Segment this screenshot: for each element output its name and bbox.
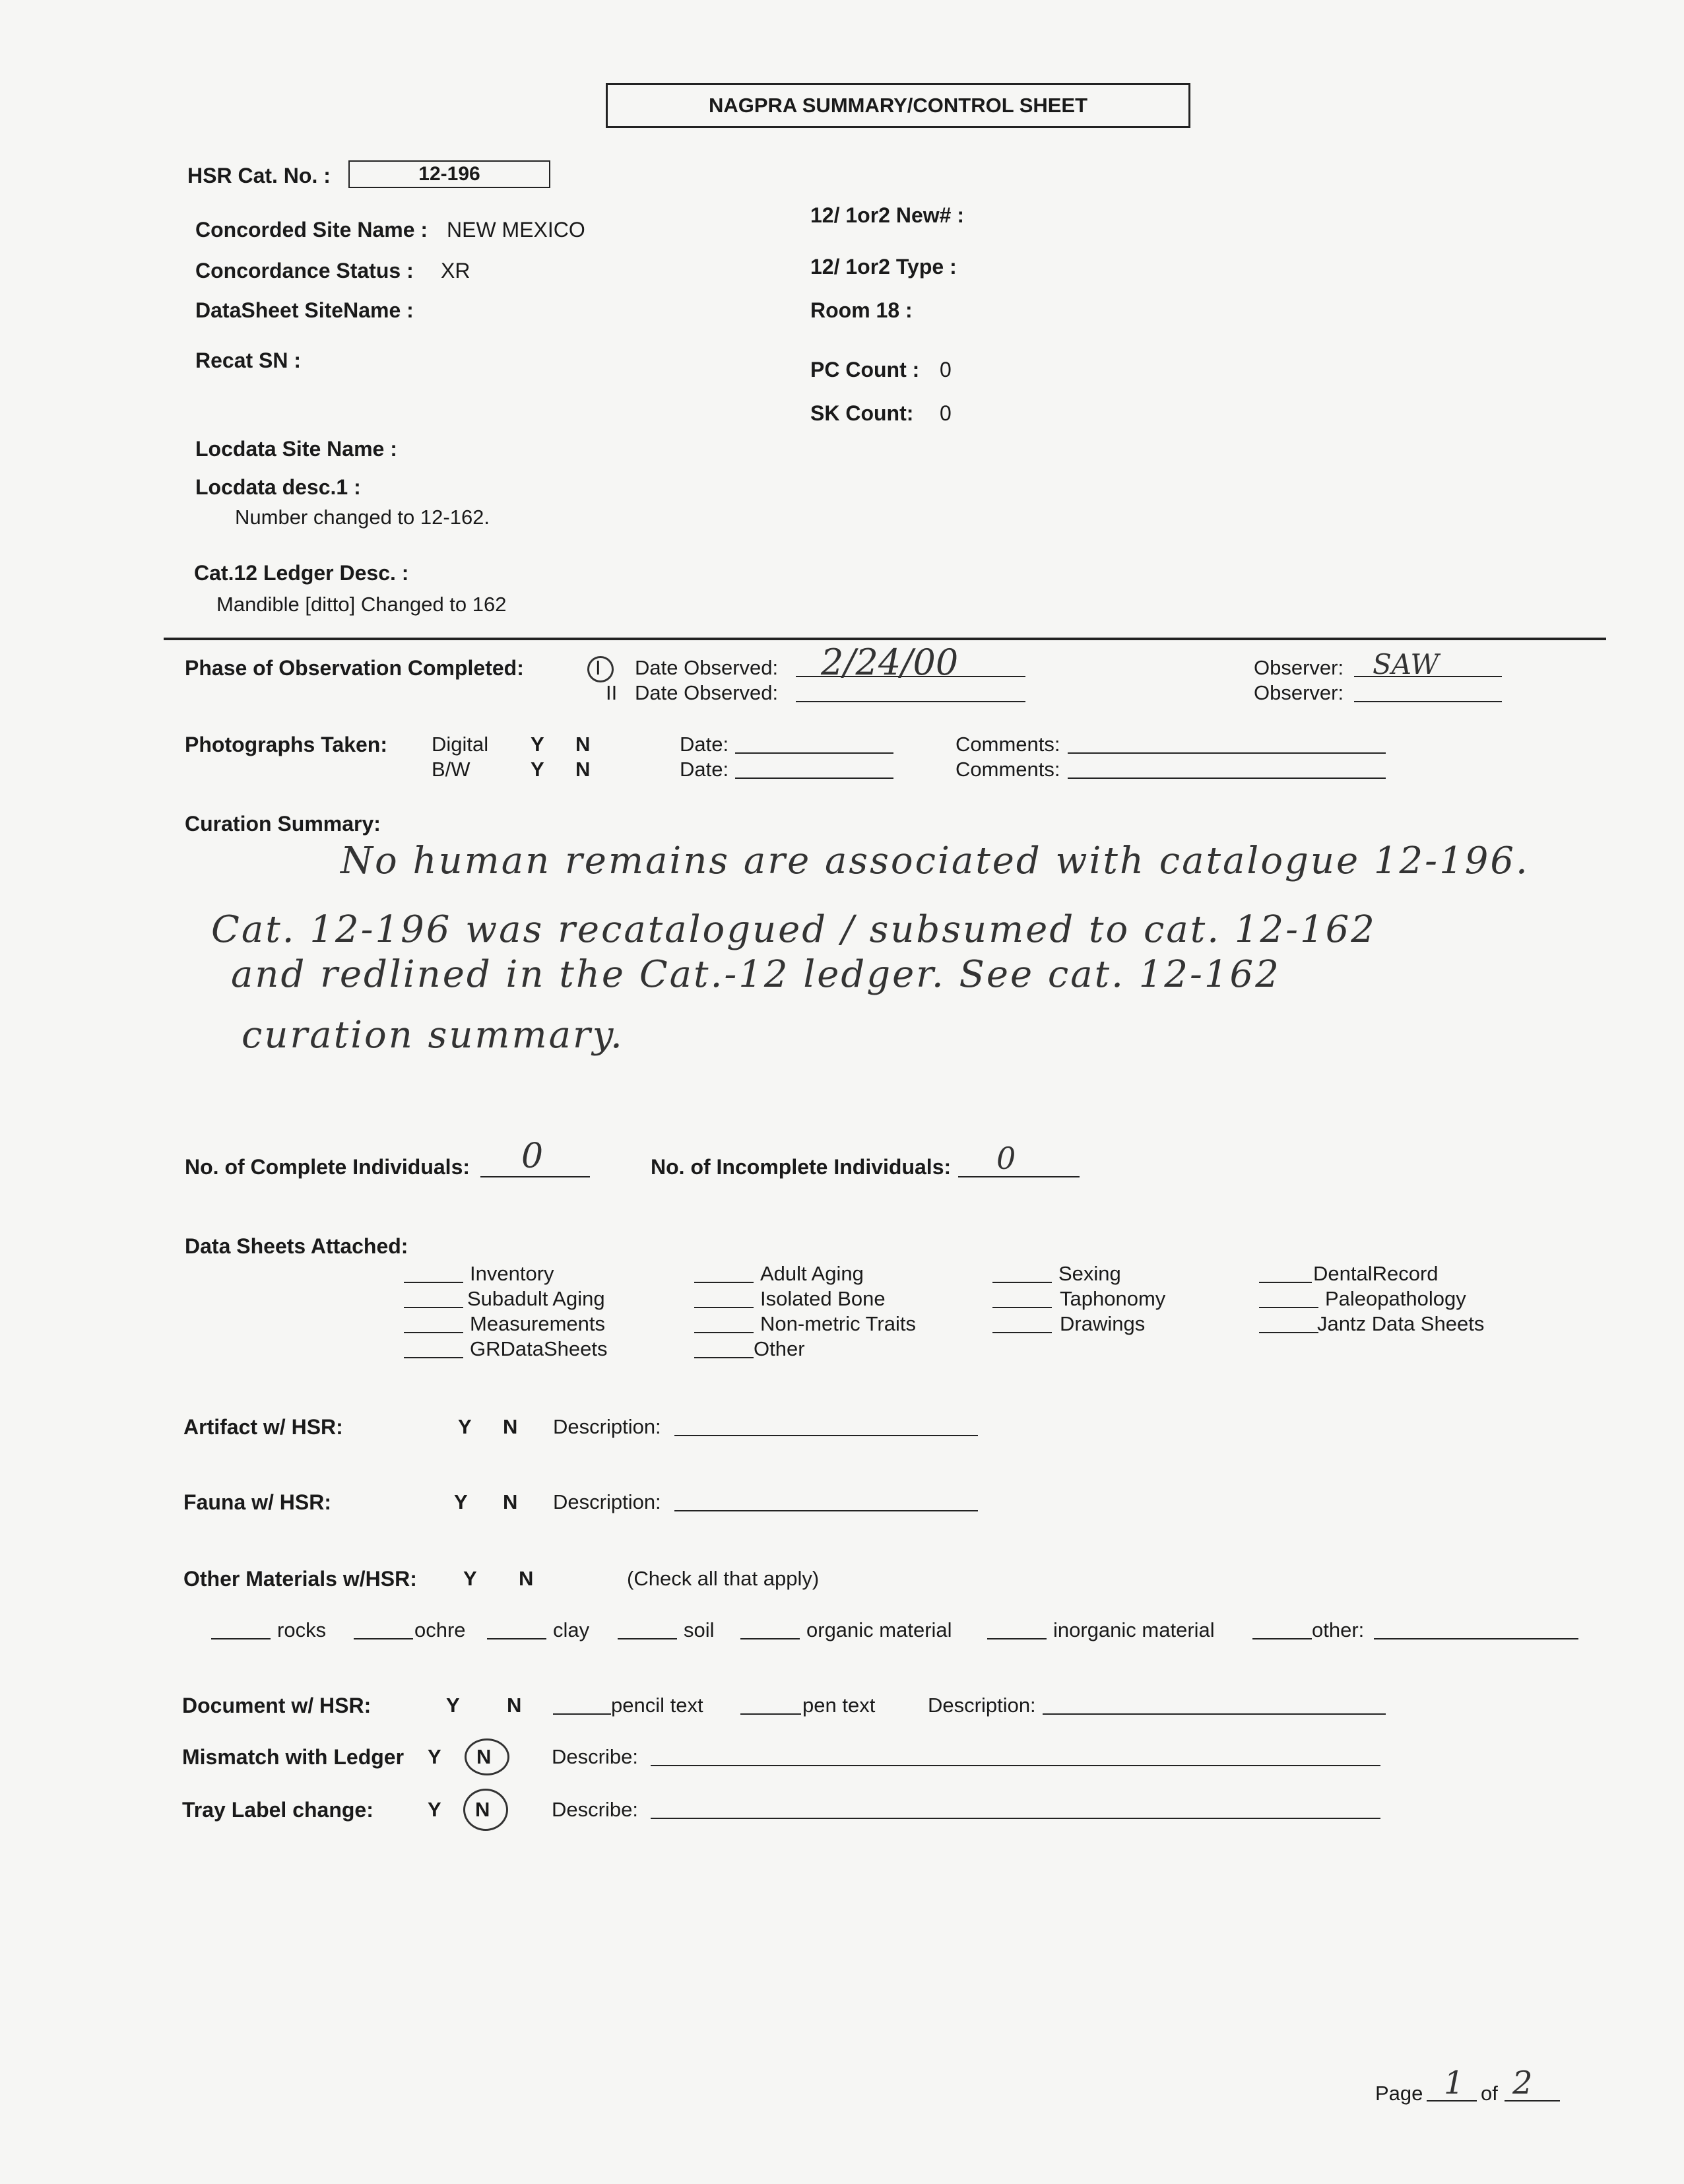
concorded-site-value: NEW MEXICO	[447, 218, 585, 242]
phase-row1-numeral: I	[595, 656, 601, 679]
sk-count-label: SK Count:	[810, 401, 914, 425]
om-organic-line[interactable]	[740, 1638, 800, 1639]
photos-comments-2-line[interactable]	[1068, 778, 1386, 779]
datasheets-label: Data Sheets Attached:	[185, 1234, 408, 1258]
om-organic: organic material	[806, 1618, 952, 1641]
fauna-n[interactable]: N	[503, 1490, 518, 1513]
photos-comments-1-label: Comments:	[955, 733, 1060, 756]
om-soil-line[interactable]	[618, 1638, 677, 1639]
page-of-label: of	[1481, 2082, 1498, 2105]
ds-sexing: Sexing	[1058, 1262, 1121, 1285]
incomplete-value: 0	[996, 1141, 1016, 1176]
complete-label: No. of Complete Individuals:	[185, 1155, 470, 1179]
ds-jantz-line[interactable]	[1259, 1332, 1318, 1333]
fauna-label: Fauna w/ HSR:	[183, 1490, 332, 1514]
other-materials-n[interactable]: N	[519, 1567, 534, 1590]
document-desc-line[interactable]	[1043, 1713, 1386, 1715]
photos-comments-2-label: Comments:	[955, 758, 1060, 781]
om-other-desc-line[interactable]	[1374, 1638, 1578, 1639]
ds-drawings-line[interactable]	[992, 1332, 1052, 1333]
ds-adult-aging: Adult Aging	[760, 1262, 864, 1285]
photos-bw-y[interactable]: Y	[531, 758, 544, 781]
locdata-desc-label: Locdata desc.1 :	[195, 475, 361, 499]
page-total: 2	[1512, 2065, 1533, 2101]
photos-label: Photographs Taken:	[185, 733, 387, 756]
other-materials-note: (Check all that apply)	[627, 1567, 820, 1590]
phase-label: Phase of Observation Completed:	[185, 656, 524, 680]
photos-bw: B/W	[432, 758, 470, 781]
om-rocks: rocks	[277, 1618, 327, 1641]
type-label: 12/ 1or2 Type :	[810, 255, 957, 279]
ds-inventory: Inventory	[470, 1262, 554, 1285]
other-materials-label: Other Materials w/HSR:	[183, 1567, 417, 1591]
om-clay-line[interactable]	[487, 1638, 546, 1639]
ds-grdatasheets-line[interactable]	[404, 1357, 463, 1358]
ds-nonmetric-line[interactable]	[694, 1332, 754, 1333]
ds-isolated-bone-line[interactable]	[694, 1307, 754, 1308]
ds-taphonomy-line[interactable]	[992, 1307, 1052, 1308]
tray-describe-line[interactable]	[651, 1818, 1380, 1819]
tray-describe-label: Describe:	[552, 1798, 638, 1821]
sk-count-value: 0	[940, 401, 952, 425]
pc-count-value: 0	[940, 358, 952, 381]
document-pen: pen text	[802, 1694, 876, 1717]
document-y[interactable]: Y	[446, 1694, 460, 1717]
incomplete-line[interactable]	[958, 1176, 1080, 1177]
ds-adult-aging-line[interactable]	[694, 1282, 754, 1283]
mismatch-describe-line[interactable]	[651, 1765, 1380, 1766]
room18-label: Room 18 :	[810, 298, 913, 322]
ds-paleopathology-line[interactable]	[1259, 1307, 1318, 1308]
document-label: Document w/ HSR:	[182, 1694, 372, 1717]
document-desc-label: Description:	[928, 1694, 1036, 1717]
ds-other-line[interactable]	[694, 1357, 754, 1358]
curation-line-4: curation summary.	[242, 1014, 624, 1057]
om-clay: clay	[553, 1618, 590, 1641]
om-ochre-line[interactable]	[354, 1638, 413, 1639]
datasheet-sitename-label: DataSheet SiteName :	[195, 298, 414, 322]
om-rocks-line[interactable]	[211, 1638, 271, 1639]
om-soil: soil	[684, 1618, 715, 1641]
photos-digital-n[interactable]: N	[575, 733, 591, 756]
photos-bw-n[interactable]: N	[575, 758, 591, 781]
fauna-desc-label: Description:	[553, 1490, 661, 1513]
document-pencil: pencil text	[611, 1694, 703, 1717]
other-materials-y[interactable]: Y	[463, 1567, 477, 1590]
fauna-y[interactable]: Y	[454, 1490, 468, 1513]
form-title: NAGPRA SUMMARY/CONTROL SHEET	[606, 83, 1190, 128]
date-observed-1-value: 2/24/00	[821, 642, 959, 683]
om-inorganic: inorganic material	[1053, 1618, 1215, 1641]
artifact-n[interactable]: N	[503, 1415, 518, 1438]
observer-1-label: Observer:	[1254, 656, 1344, 679]
new-num-label: 12/ 1or2 New# :	[810, 203, 964, 227]
ds-nonmetric-traits: Non-metric Traits	[760, 1312, 916, 1335]
pc-count-label: PC Count :	[810, 358, 920, 381]
concordance-status-value: XR	[441, 259, 470, 282]
curation-label: Curation Summary:	[185, 812, 381, 836]
ledger-desc-label: Cat.12 Ledger Desc. :	[194, 561, 409, 585]
ds-paleopathology: Paleopathology	[1325, 1287, 1466, 1310]
photos-digital: Digital	[432, 733, 489, 756]
artifact-desc-line[interactable]	[674, 1435, 978, 1436]
curation-line-2: Cat. 12-196 was recatalogued / subsumed to cat. 12-162	[211, 908, 1376, 951]
tray-n[interactable]: N	[475, 1798, 490, 1821]
mismatch-n[interactable]: N	[476, 1745, 492, 1768]
photos-date-2-line[interactable]	[735, 778, 893, 779]
mismatch-describe-label: Describe:	[552, 1745, 638, 1768]
artifact-desc-label: Description:	[553, 1415, 661, 1438]
ds-grdatasheets: GRDataSheets	[470, 1337, 608, 1360]
hsr-cat-label: HSR Cat. No. :	[187, 164, 331, 187]
artifact-label: Artifact w/ HSR:	[183, 1415, 343, 1439]
phase-row2-label: Date Observed:	[635, 681, 779, 704]
date-observed-2-line[interactable]	[796, 701, 1025, 702]
complete-value: 0	[521, 1137, 544, 1176]
concordance-status-label: Concordance Status :	[195, 259, 414, 282]
locdata-site-label: Locdata Site Name :	[195, 437, 397, 461]
ds-sexing-line[interactable]	[992, 1282, 1052, 1283]
tray-y[interactable]: Y	[428, 1798, 441, 1821]
artifact-y[interactable]: Y	[458, 1415, 472, 1438]
phase-row1-label: Date Observed:	[635, 656, 779, 679]
photos-comments-1-line[interactable]	[1068, 752, 1386, 754]
ds-isolated-bone: Isolated Bone	[760, 1287, 886, 1310]
ds-taphonomy: Taphonomy	[1060, 1287, 1166, 1310]
curation-line-1: No human remains are associated with catalogue 12-196.	[340, 840, 1530, 882]
observer-2-line[interactable]	[1354, 701, 1502, 702]
mismatch-label: Mismatch with Ledger	[182, 1745, 405, 1769]
fauna-desc-line[interactable]	[674, 1510, 978, 1511]
om-other-line[interactable]	[1252, 1638, 1312, 1639]
curation-line-3: and redlined in the Cat.-12 ledger. See cat. 12-162	[231, 953, 1281, 996]
om-inorganic-line[interactable]	[987, 1638, 1047, 1639]
photos-date-2-label: Date:	[680, 758, 729, 781]
photos-digital-y[interactable]: Y	[531, 733, 544, 756]
hsr-cat-value: 12-196	[348, 160, 550, 188]
ds-inventory-line[interactable]	[404, 1282, 463, 1283]
tray-label: Tray Label change:	[182, 1798, 373, 1822]
page-label: Page	[1375, 2082, 1423, 2105]
document-pen-line[interactable]	[740, 1713, 801, 1715]
locdata-desc-value: Number changed to 12-162.	[235, 506, 490, 529]
ledger-desc-value: Mandible [ditto] Changed to 162	[216, 593, 507, 616]
recat-sn-label: Recat SN :	[195, 348, 302, 372]
ds-other: Other	[754, 1337, 805, 1360]
ds-drawings: Drawings	[1060, 1312, 1146, 1335]
observer-2-label: Observer:	[1254, 681, 1344, 704]
complete-line[interactable]	[480, 1176, 590, 1177]
phase-row2-numeral: II	[606, 681, 618, 704]
document-pencil-line[interactable]	[553, 1713, 611, 1715]
section-divider	[164, 638, 1606, 640]
page-number: 1	[1444, 2065, 1464, 2101]
ds-measurements: Measurements	[470, 1312, 606, 1335]
concorded-site-label: Concorded Site Name :	[195, 218, 428, 242]
ds-dental-record: DentalRecord	[1313, 1262, 1439, 1285]
document-n[interactable]: N	[507, 1694, 522, 1717]
ds-subadult-aging: Subadult Aging	[467, 1287, 605, 1310]
ds-jantz-data-sheets: Jantz Data Sheets	[1317, 1312, 1485, 1335]
om-ochre: ochre	[414, 1618, 466, 1641]
ds-measurements-line[interactable]	[404, 1332, 463, 1333]
incomplete-label: No. of Incomplete Individuals:	[651, 1155, 952, 1179]
ds-subadult-line[interactable]	[404, 1307, 463, 1308]
mismatch-y[interactable]: Y	[428, 1745, 441, 1768]
observer-1-value: SAW	[1373, 648, 1439, 680]
photos-date-1-label: Date:	[680, 733, 729, 756]
om-other: other:	[1312, 1618, 1365, 1641]
ds-dental-line[interactable]	[1259, 1282, 1312, 1283]
photos-date-1-line[interactable]	[735, 752, 893, 754]
